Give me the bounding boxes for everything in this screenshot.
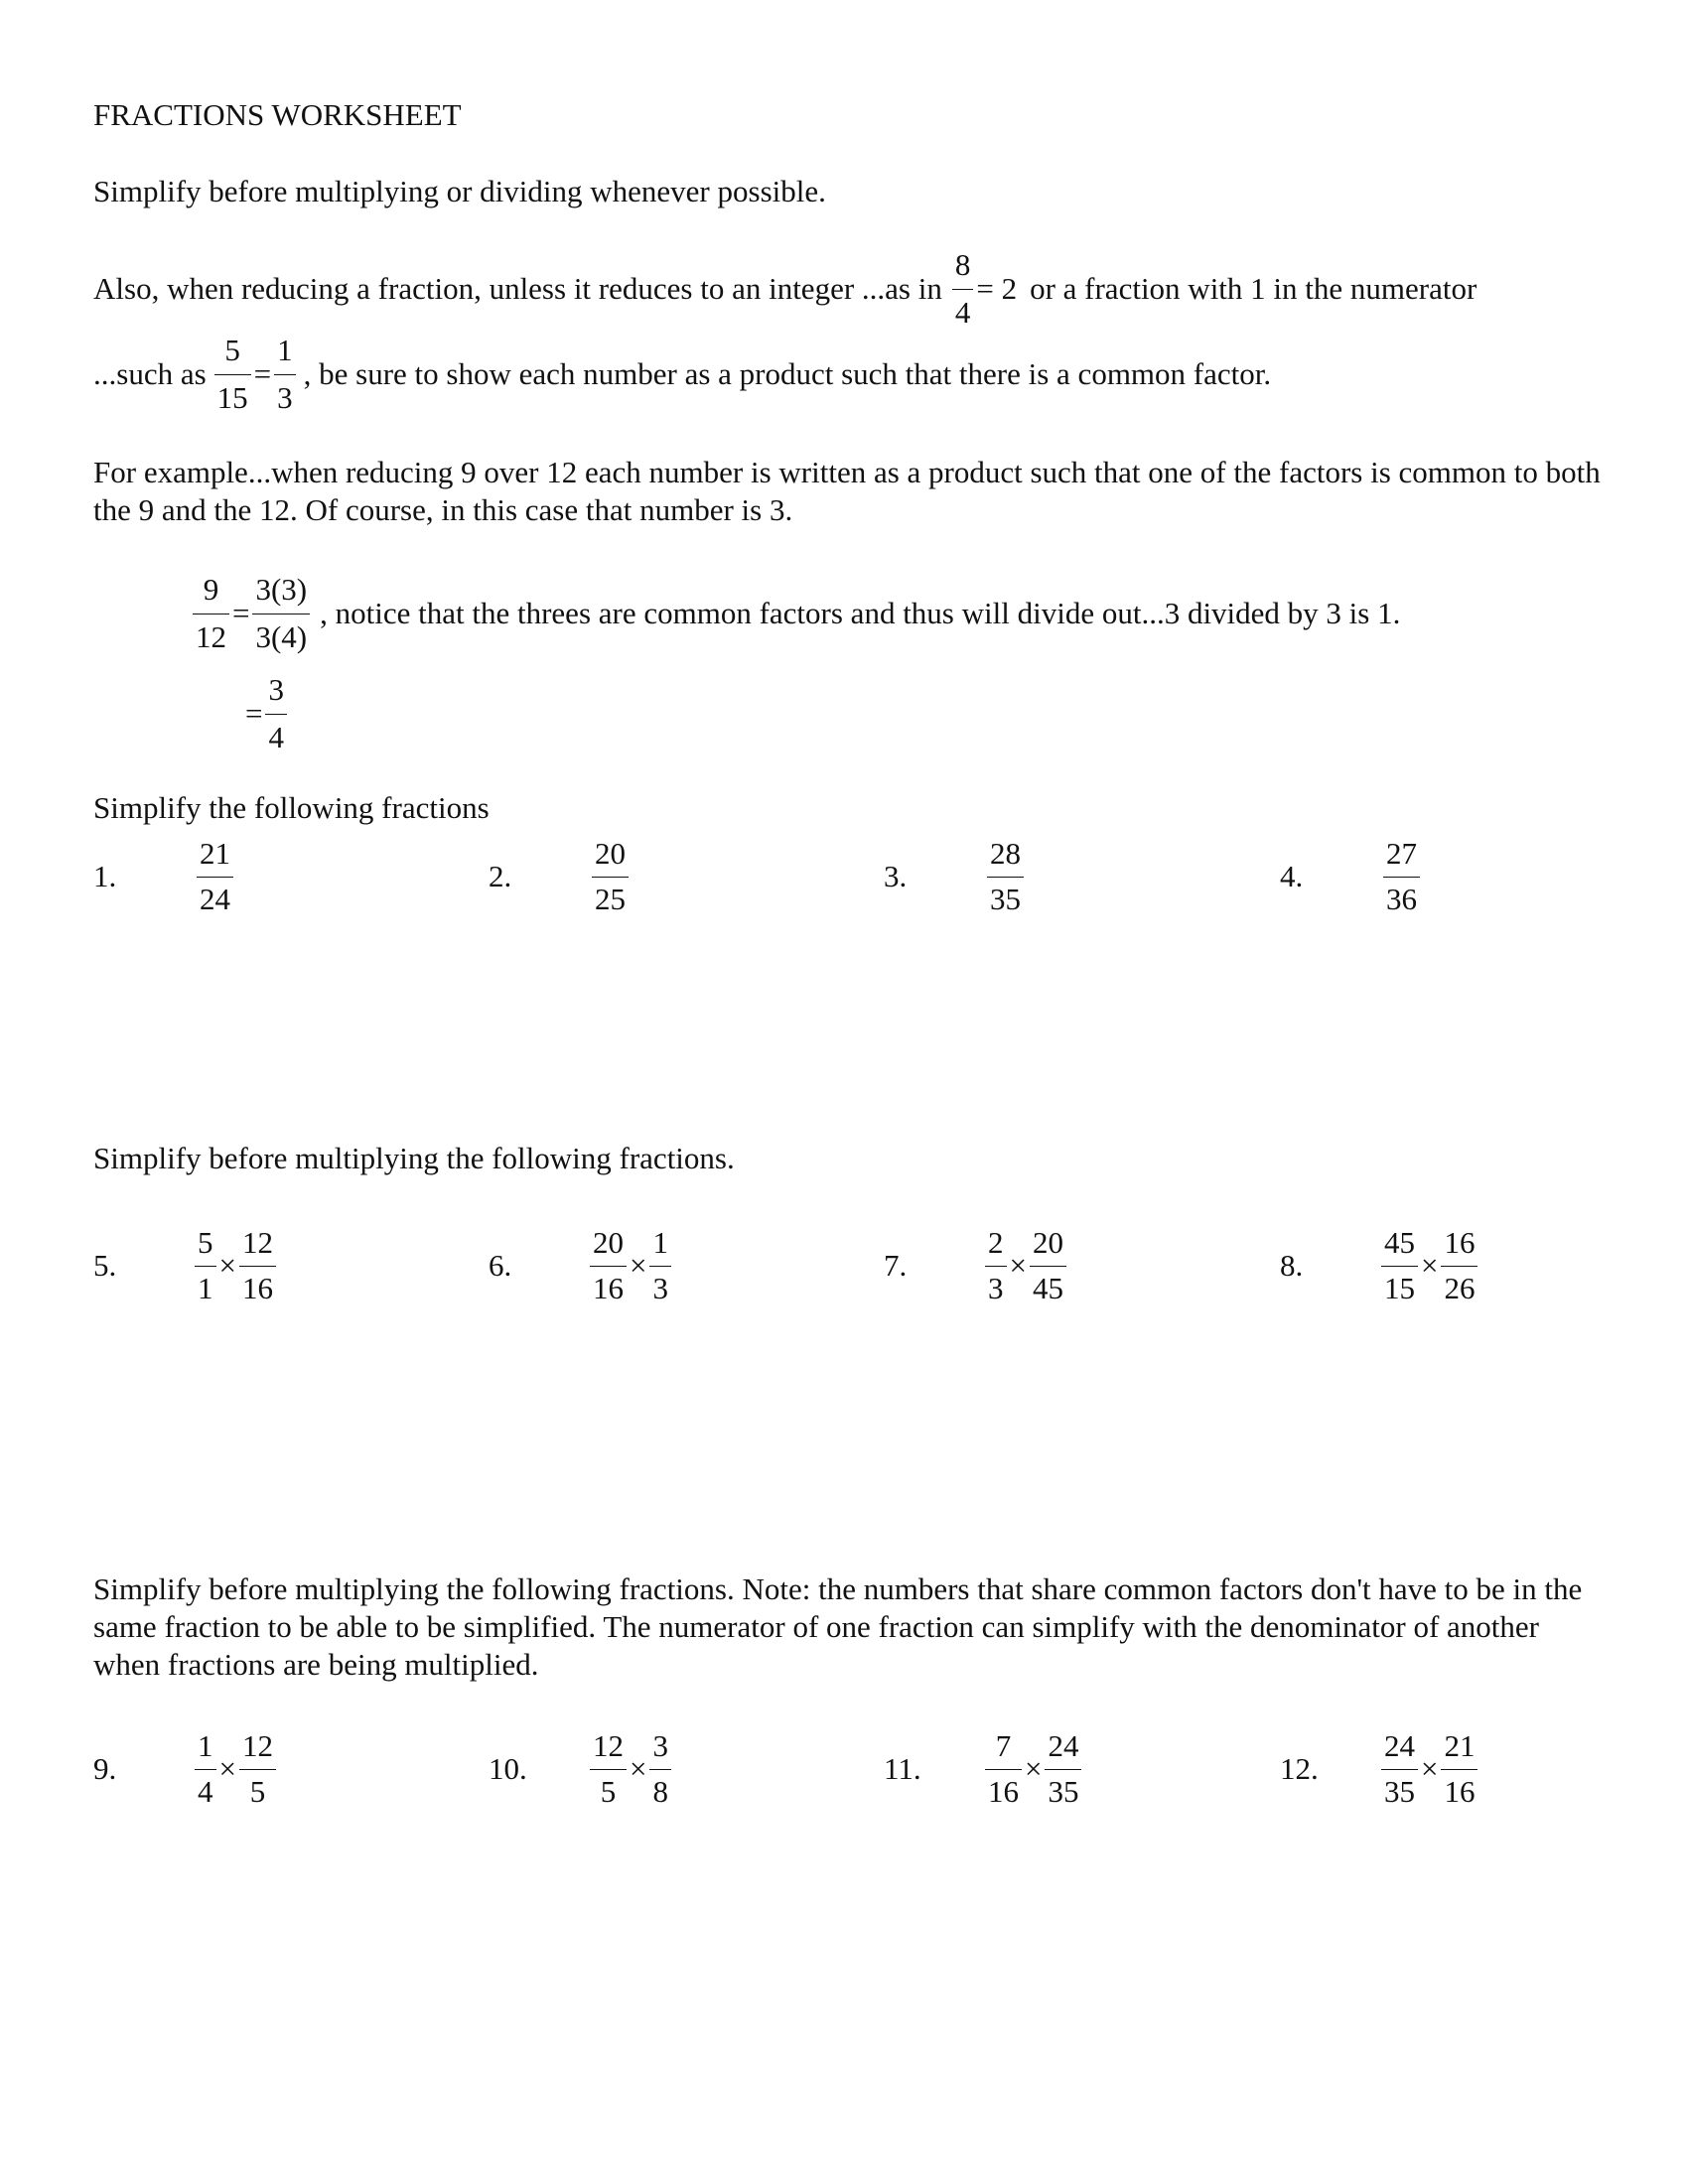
numerator: 12 xyxy=(241,1728,273,1763)
problem-3 xyxy=(884,832,1082,921)
problem-10 xyxy=(489,1724,747,1814)
problem-11 xyxy=(884,1724,1142,1814)
numerator: 28 xyxy=(990,836,1021,871)
first-fraction xyxy=(985,1728,1022,1810)
denominator: 4 xyxy=(198,1774,213,1809)
times-sign: × xyxy=(1025,1751,1043,1786)
problem-expression xyxy=(985,1225,1066,1306)
also-line-result: = 2 xyxy=(976,271,1018,306)
second-fraction xyxy=(1045,1728,1081,1810)
times-sign: × xyxy=(1421,1751,1439,1786)
fraction-3x3-3x4 xyxy=(252,571,310,656)
times-sign: × xyxy=(1421,1248,1439,1283)
first-fraction xyxy=(590,1728,627,1810)
denominator: 15 xyxy=(1384,1271,1415,1305)
fraction-bar xyxy=(985,1266,1007,1267)
problem-expression xyxy=(195,1225,276,1306)
fraction-bar xyxy=(265,714,287,715)
section-1-heading: Simplify the following fractions xyxy=(93,790,490,825)
worked-note: , notice that the threes are common factors and thus will divide out...3 divided by 3 is 1. xyxy=(320,596,1401,630)
denominator: 4 xyxy=(954,295,971,330)
denominator: 5 xyxy=(249,1774,266,1809)
denominator: 35 xyxy=(990,882,1021,916)
fraction-bar xyxy=(985,1769,1022,1770)
first-fraction xyxy=(1381,1225,1418,1306)
section-3-heading: Simplify before multiplying the following fractions. Note: the numbers that share common factors don't have to be in the same fraction to be able to be simplified. The numerator of one fraction can simplify with the denominator of another when fractions are being multiplied. xyxy=(93,1571,1583,1682)
problem-7 xyxy=(884,1221,1142,1310)
problem-expression xyxy=(590,1225,671,1306)
problem-5 xyxy=(93,1221,352,1310)
also-line-after: or a fraction with 1 in the numerator xyxy=(1030,271,1477,306)
problem-number: 5. xyxy=(93,1248,117,1283)
first-fraction xyxy=(195,1225,216,1306)
numerator: 20 xyxy=(1032,1225,1063,1260)
denominator: 3(4) xyxy=(255,619,308,654)
numerator: 20 xyxy=(595,836,626,871)
denominator: 5 xyxy=(600,1774,617,1809)
problem-expression xyxy=(1381,1728,1477,1810)
problem-expression xyxy=(590,1728,671,1810)
denominator: 15 xyxy=(216,380,248,415)
first-fraction xyxy=(985,1225,1007,1306)
numerator: 5 xyxy=(198,1225,213,1260)
fraction-bar xyxy=(195,1769,216,1770)
fraction-bar xyxy=(197,877,233,878)
fraction-bar xyxy=(195,1266,216,1267)
denominator: 35 xyxy=(1384,1774,1415,1809)
numerator: 8 xyxy=(954,247,971,282)
numerator: 16 xyxy=(1444,1225,1476,1260)
fraction-bar xyxy=(649,1266,671,1267)
numerator: 5 xyxy=(224,333,240,367)
times-sign: × xyxy=(1009,1248,1027,1283)
problem-expression xyxy=(195,1728,276,1810)
denominator: 24 xyxy=(200,882,230,916)
numerator: 12 xyxy=(241,1225,273,1260)
problem-fraction xyxy=(1383,836,1420,917)
numerator: 21 xyxy=(200,836,230,871)
section-2-heading: Simplify before multiplying the following fractions. xyxy=(93,1141,735,1175)
problem-number: 10. xyxy=(489,1751,527,1786)
second-fraction xyxy=(1441,1225,1477,1306)
fraction-3-4 xyxy=(265,671,287,756)
problem-number: 1. xyxy=(93,859,117,893)
times-sign: × xyxy=(630,1751,647,1786)
problem-expression xyxy=(1381,1225,1477,1306)
numerator: 1 xyxy=(198,1728,213,1763)
denominator: 45 xyxy=(1032,1271,1063,1305)
second-fraction xyxy=(649,1728,671,1810)
such-line-after: , be sure to show each number as a product such that there is a common factor. xyxy=(303,356,1272,391)
denominator: 4 xyxy=(268,720,284,754)
problem-number: 6. xyxy=(489,1248,512,1283)
problem-number: 3. xyxy=(884,859,908,893)
also-line-before: Also, when reducing a fraction, unless it reduces to an integer ...as in xyxy=(93,271,942,306)
times-sign: × xyxy=(218,1248,236,1283)
problem-fraction xyxy=(987,836,1024,917)
denominator: 16 xyxy=(988,1774,1019,1809)
numerator: 24 xyxy=(1384,1728,1415,1763)
fraction-bar xyxy=(590,1769,627,1770)
problem-8 xyxy=(1280,1221,1538,1310)
fraction-bar xyxy=(1381,1769,1418,1770)
numerator: 12 xyxy=(593,1728,624,1763)
fraction-9-12 xyxy=(193,571,229,656)
fraction-bar xyxy=(1045,1769,1081,1770)
numerator: 1 xyxy=(652,1225,668,1260)
problem-1 xyxy=(93,832,292,921)
numerator: 3(3) xyxy=(255,572,308,607)
problem-12 xyxy=(1280,1724,1538,1814)
denominator: 25 xyxy=(595,882,626,916)
denominator: 16 xyxy=(593,1271,624,1305)
problem-9 xyxy=(93,1724,352,1814)
numerator: 24 xyxy=(1048,1728,1079,1763)
fraction-bar xyxy=(214,374,251,375)
fraction-bar xyxy=(1441,1266,1477,1267)
equals-sign: = xyxy=(232,596,250,630)
numerator: 21 xyxy=(1444,1728,1476,1763)
fraction-bar xyxy=(239,1769,276,1770)
example-paragraph: For example...when reducing 9 over 12 each number is written as a product such that one of the factors is common to both the 9 and the 12. Of course, in this case that number is 3. xyxy=(93,455,1601,527)
problem-fraction xyxy=(197,836,233,917)
fraction-bar xyxy=(1441,1769,1477,1770)
denominator: 3 xyxy=(988,1271,1004,1305)
fraction-bar xyxy=(1383,877,1420,878)
numerator: 1 xyxy=(277,333,293,367)
denominator: 3 xyxy=(652,1271,668,1305)
page-title: FRACTIONS WORKSHEET xyxy=(93,97,462,132)
fraction-bar xyxy=(952,289,974,290)
numerator: 9 xyxy=(203,572,219,607)
denominator: 1 xyxy=(198,1271,213,1305)
denominator: 8 xyxy=(652,1774,668,1809)
numerator: 2 xyxy=(988,1225,1004,1260)
problem-number: 7. xyxy=(884,1248,908,1283)
problem-expression xyxy=(985,1728,1081,1810)
equals-sign: = xyxy=(245,696,263,731)
first-fraction xyxy=(1381,1728,1418,1810)
problem-number: 2. xyxy=(489,859,512,893)
example-fraction-5-15 xyxy=(214,332,251,417)
such-as-line xyxy=(93,332,1271,417)
times-sign: × xyxy=(218,1751,236,1786)
problem-number: 4. xyxy=(1280,859,1304,893)
fraction-bar xyxy=(239,1266,276,1267)
second-fraction xyxy=(1441,1728,1477,1810)
numerator: 7 xyxy=(995,1728,1012,1763)
problem-2 xyxy=(489,832,687,921)
equals-sign: = xyxy=(253,356,272,391)
numerator: 45 xyxy=(1384,1225,1415,1260)
first-fraction xyxy=(590,1225,627,1306)
second-fraction xyxy=(1030,1225,1066,1306)
worked-example-line-1 xyxy=(193,571,1400,656)
fraction-bar xyxy=(987,877,1024,878)
worked-example-line-2 xyxy=(242,671,287,756)
example-fraction-8-4 xyxy=(952,246,974,332)
fraction-bar xyxy=(1381,1266,1418,1267)
fraction-bar xyxy=(1030,1266,1066,1267)
problem-number: 11. xyxy=(884,1751,921,1786)
numerator: 27 xyxy=(1386,836,1417,871)
denominator: 12 xyxy=(196,619,226,654)
such-line-before: ...such as xyxy=(93,356,207,391)
first-fraction xyxy=(195,1728,216,1810)
times-sign: × xyxy=(630,1248,647,1283)
problem-number: 8. xyxy=(1280,1248,1304,1283)
problem-fraction xyxy=(592,836,629,917)
denominator: 3 xyxy=(277,380,293,415)
numerator: 20 xyxy=(593,1225,624,1260)
problem-number: 9. xyxy=(93,1751,117,1786)
numerator: 3 xyxy=(268,672,284,707)
second-fraction xyxy=(239,1728,276,1810)
problem-number: 12. xyxy=(1280,1751,1319,1786)
denominator: 26 xyxy=(1444,1271,1476,1305)
second-fraction xyxy=(239,1225,276,1306)
numerator: 3 xyxy=(652,1728,668,1763)
denominator: 16 xyxy=(1444,1774,1476,1809)
problem-6 xyxy=(489,1221,747,1310)
intro-text: Simplify before multiplying or dividing whenever possible. xyxy=(93,174,826,208)
denominator: 36 xyxy=(1386,882,1417,916)
fraction-bar xyxy=(592,877,629,878)
fraction-bar xyxy=(590,1266,627,1267)
fraction-bar xyxy=(274,374,296,375)
denominator: 16 xyxy=(241,1271,273,1305)
problem-4 xyxy=(1280,832,1478,921)
second-fraction xyxy=(649,1225,671,1306)
example-fraction-1-3 xyxy=(274,332,296,417)
denominator: 35 xyxy=(1048,1774,1079,1809)
also-line xyxy=(93,246,1477,332)
fraction-bar xyxy=(649,1769,671,1770)
